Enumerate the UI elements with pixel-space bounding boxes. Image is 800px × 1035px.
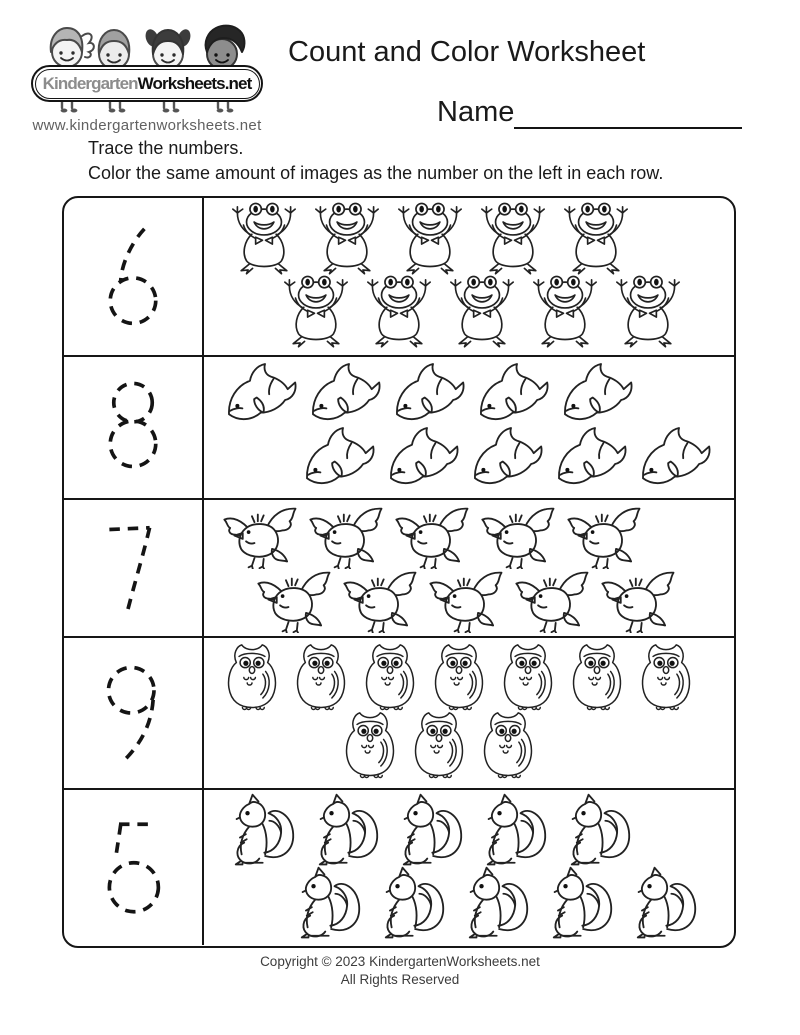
bird-icon xyxy=(220,502,304,569)
bird-icon xyxy=(340,566,424,633)
instructions xyxy=(88,136,663,186)
dashed-trace-number xyxy=(98,375,168,481)
trace-number-cell xyxy=(64,198,204,355)
dolphin-icon xyxy=(470,359,554,426)
dolphin-icon xyxy=(296,423,380,490)
name-field xyxy=(437,96,742,129)
frog-icon xyxy=(610,273,686,349)
trace-number-cell xyxy=(64,500,204,636)
animal-line-bottom xyxy=(204,865,734,941)
dolphin-icon xyxy=(464,423,548,490)
squirrel-icon xyxy=(290,865,374,941)
owl-icon xyxy=(356,640,424,711)
owl-icon xyxy=(563,640,631,711)
animal-line-bottom xyxy=(204,423,734,490)
squirrel-icon xyxy=(308,792,392,868)
animal-line-top xyxy=(204,502,734,569)
dolphin-icon xyxy=(386,359,470,426)
frog-icon xyxy=(392,200,468,276)
kids-legs-icon xyxy=(28,101,268,114)
dashed-trace-number xyxy=(98,815,168,921)
dolphin-icon xyxy=(554,359,638,426)
kids-faces-icon xyxy=(28,12,268,72)
worksheet-row xyxy=(64,198,734,357)
trace-number-cell xyxy=(64,638,204,788)
squirrel-icon xyxy=(560,792,644,868)
frog-icon xyxy=(309,200,385,276)
dolphin-icon xyxy=(218,359,302,426)
bird-icon xyxy=(598,566,682,633)
animal-line-top xyxy=(204,200,734,276)
animal-images-cell xyxy=(204,198,734,355)
squirrel-icon xyxy=(476,792,560,868)
owl-icon xyxy=(218,640,286,711)
animal-line-top xyxy=(204,792,734,868)
instruction-line-1: Trace the numbers. xyxy=(88,138,244,158)
name-label: Name xyxy=(437,96,515,128)
instruction-line-2: Color the same amount of images as the number on the left in each row. xyxy=(88,163,664,183)
rights-text: All Rights Reserved xyxy=(340,972,460,987)
bird-icon xyxy=(306,502,390,569)
name-blank-line xyxy=(514,97,742,129)
frog-icon xyxy=(444,273,520,349)
dolphin-icon xyxy=(380,423,464,490)
animal-line-top xyxy=(204,640,734,711)
site-logo xyxy=(28,12,268,134)
brand-name-gray: Kindergarten xyxy=(42,73,138,93)
bird-icon xyxy=(564,502,648,569)
squirrel-icon xyxy=(542,865,626,941)
animal-images-cell xyxy=(204,357,734,498)
owl-icon xyxy=(425,640,493,711)
frog-icon xyxy=(527,273,603,349)
animal-images-cell xyxy=(204,500,734,636)
animal-line-bottom xyxy=(204,708,734,779)
squirrel-icon xyxy=(626,865,710,941)
worksheet-row xyxy=(64,638,734,790)
trace-number-cell xyxy=(64,790,204,945)
squirrel-icon xyxy=(224,792,308,868)
frog-icon xyxy=(361,273,437,349)
footer xyxy=(0,953,800,989)
owl-icon xyxy=(474,708,542,779)
bird-icon xyxy=(512,566,596,633)
animal-images-cell xyxy=(204,790,734,945)
dashed-trace-number xyxy=(98,515,168,621)
brand-name-black: Worksheets.net xyxy=(137,73,252,93)
bird-icon xyxy=(254,566,338,633)
animal-line-top xyxy=(204,359,734,426)
page-title: Count and Color Worksheet xyxy=(288,36,646,68)
owl-icon xyxy=(336,708,404,779)
animal-line-bottom xyxy=(204,273,734,349)
website-url: www.kindergartenworksheets.net xyxy=(32,117,262,134)
copyright-text: Copyright © 2023 KindergartenWorksheets.net xyxy=(260,954,540,969)
dashed-trace-number xyxy=(98,224,168,330)
bird-icon xyxy=(392,502,476,569)
worksheet-row xyxy=(64,357,734,500)
frog-icon xyxy=(278,273,354,349)
dashed-trace-number xyxy=(98,660,168,766)
squirrel-icon xyxy=(458,865,542,941)
frog-icon xyxy=(558,200,634,276)
count-color-table xyxy=(62,196,736,948)
animal-images-cell xyxy=(204,638,734,788)
owl-icon xyxy=(632,640,700,711)
dolphin-icon xyxy=(548,423,632,490)
owl-icon xyxy=(494,640,562,711)
owl-icon xyxy=(405,708,473,779)
trace-number-cell xyxy=(64,357,204,498)
frog-icon xyxy=(226,200,302,276)
squirrel-icon xyxy=(374,865,458,941)
logo-banner xyxy=(31,65,263,102)
bird-icon xyxy=(478,502,562,569)
animal-line-bottom xyxy=(204,566,734,633)
dolphin-icon xyxy=(632,423,716,490)
squirrel-icon xyxy=(392,792,476,868)
owl-icon xyxy=(287,640,355,711)
dolphin-icon xyxy=(302,359,386,426)
frog-icon xyxy=(475,200,551,276)
worksheet-row xyxy=(64,500,734,638)
worksheet-row xyxy=(64,790,734,945)
bird-icon xyxy=(426,566,510,633)
